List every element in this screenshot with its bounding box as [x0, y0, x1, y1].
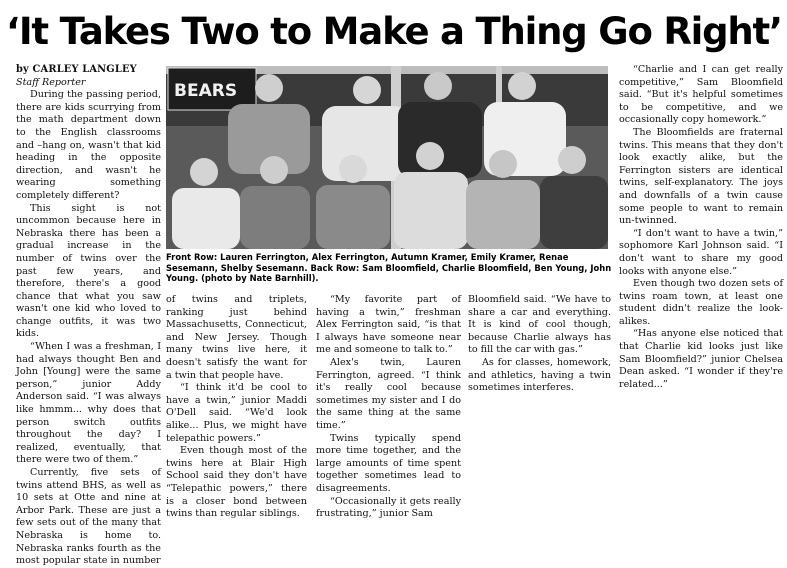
article-column-5	[619, 64, 783, 508]
headline: ‘It Takes Two to Make a Thing Go Right’	[6, 10, 782, 53]
paragraph: “My favorite part of having a twin,” freshman Alex Ferrington said, “is that I always have someone near me and someone to talk to.”	[316, 294, 461, 356]
paragraph: This sight is not uncommon because here in Nebraska there has been a gradual increase in the number of twins over the past few years, and therefore, there's a good chance that what you saw wasn't one kid who loved to change outfits, it was two kids.	[16, 202, 161, 340]
sign-text: BEARS	[174, 81, 238, 101]
article-column-2	[166, 294, 307, 520]
paragraph: During the passing period, there are kids scurrying from the math department down to the English classrooms and –hang on, wasn't that kid heading in the opposite direction, and wasn't he wearing something completely different?	[16, 89, 161, 201]
photo-caption: Front Row: Lauren Ferrington, Alex Ferrington, Autumn Kramer, Emily Kramer, Renae Sesemann, Shelby Sesemann. Back Row: Sam Bloomfield, Charlie Bloomfield, Ben Young, John Young. (photo by Nate Barnhill).	[166, 252, 612, 284]
paragraph: “When I was a freshman, I had always thought Ben and John [Young] were the same person,” junior Addy Anderson said. “I was always like hmmm... why does that person switch outfits throughout the day? I realized, eventually, that there were two of them.”	[16, 341, 161, 466]
reporter-role: Staff Reporter	[16, 76, 86, 88]
paragraph: As for classes, homework, and athletics, having a twin sometimes interferes.	[468, 356, 611, 394]
paragraph: “Occasionally it gets really frustrating,” junior Sam	[316, 495, 461, 520]
paragraph: Currently, five sets of twins attend BHS, as well as 10 sets at Otte and nine at Arbor Park. These are just a few sets out of the many that Nebraska is home to. Nebraska ranks fourth as the most popular state in number	[16, 467, 161, 567]
byline: by CARLEY LANGLEY	[16, 64, 137, 75]
paragraph: “I don't want to have a twin,” sophomore Karl Johnson said. “I don't want to share my good looks with anyone else.”	[619, 227, 783, 277]
article-column-4	[468, 294, 611, 508]
paragraph: Bloomfield said. “We have to share a car and everything. It is kind of cool though, because Charlie always has to fill the car with gas.”	[468, 294, 611, 356]
twins-group-photo	[166, 66, 608, 249]
paragraph: of twins and triplets, ranking just behind Massachusetts, Connecticut, and New Jersey. Though many twins live here, it doesn't satisfy the want for a twin that people have.	[166, 294, 307, 381]
paragraph: “I think it'd be cool to have a twin,” junior Maddi O'Dell said. “We'd look alike... Plus, we might have telepathic powers.”	[166, 382, 307, 444]
paragraph: The Bloomfields are fraternal twins. This means that they don't look exactly alike, but the Ferrington sisters are identical twins, self-explanatory. The joys and downfalls of a twin cause some people to want to remain un-twinned.	[619, 126, 783, 227]
article-column-1	[16, 64, 161, 567]
paragraph: Even though two dozen sets of twins roam town, at least one student didn't realize the look-alikes.	[619, 278, 783, 327]
paragraph: “Charlie and I can get really competitive,” Sam Bloomfield said. “But it's helpful sometimes to be competitive, and we occasionally copy homework.”	[619, 64, 783, 126]
paragraph: “Has anyone else noticed that that Charlie kid looks just like Sam Bloomfield?” junior Chelsea Dean asked. “I wonder if they're related...”	[619, 328, 783, 390]
paragraph: Even though most of the twins here at Blair High School said they don't have “Telepathic powers,” there is a closer bond between twins than regular siblings.	[166, 445, 307, 520]
paragraph: Twins typically spend more time together, and the large amounts of time spent together sometimes lead to disagreements.	[316, 432, 461, 494]
article-column-3	[316, 294, 461, 520]
photo-illustration	[166, 66, 608, 249]
paragraph: Alex's twin, Lauren Ferrington, agreed. “I think it's really cool because sometimes my sister and I do the same thing at the same time.”	[316, 356, 461, 431]
